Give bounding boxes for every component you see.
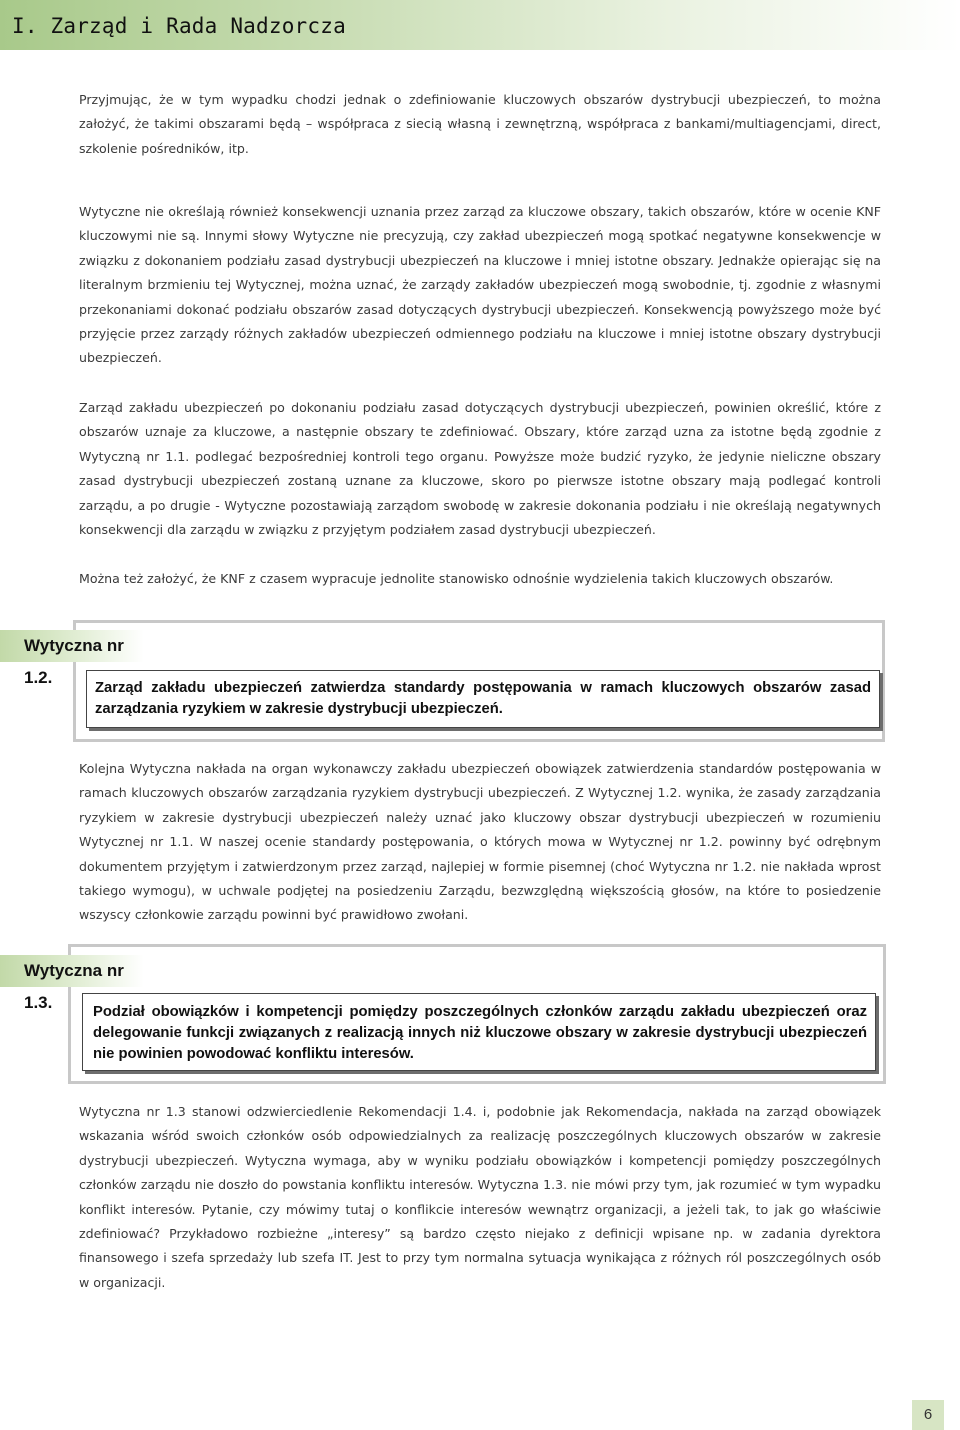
guideline-1-2-box	[86, 670, 880, 728]
chapter-header	[0, 0, 960, 50]
chapter-title: I. Zarząd i Rada Nadzorcza	[12, 14, 346, 38]
paragraph-consequences: Wytyczne nie określają również konsekwencji uznania przez zarząd za kluczowe obszary, takich obszarów, które w ocenie KNF kluczowymi nie są. Innymi słowy Wytyczne nie precyzują, czy zakład ubezpieczeń mogą spotkać negatywne konsekwencje w związku z dokonaniem podziału zasad dystrybucji ubezpieczeń na kluczowe i mniej istotne obszary. Jednakże opierając się na literalnym brzmieniu tej Wytycznej, można uznać, że zarządy zakładów ubezpieczeń mogą swobodnie, tj. zgodnie z własnymi przekonaniami dokonać podziału obszarów zasad dotyczących dystrybucji ubezpieczeń. Konsekwencją powyższego może być przyjęcie przez zarządy różnych zakładów ubezpieczeń odmiennego podziału na kluczowe i mniej istotne obszary dystrybucji ubezpieczeń.	[79, 204, 881, 366]
guideline-1-2-text: Zarząd zakładu ubezpieczeń zatwierdza standardy postępowania w ramach kluczowych obszarów zasad zarządzania ryzykiem w zakresie dystrybucji ubezpieczeń.	[95, 680, 871, 717]
paragraph-knf-position: Można też założyć, że KNF z czasem wypracuje jednolite stanowisko odnośnie wydzielenia takich kluczowych obszarów.	[79, 571, 834, 586]
guideline-1-2-heading: Wytyczna nr 1.2.	[0, 630, 144, 662]
paragraph-conflict-of-interest: Wytyczna nr 1.3 stanowi odzwierciedlenie Rekomendacji 1.4. i, podobnie jak Rekomendacja, nakłada na zarząd obowiązek wskazania wśród swoich członków osób odpowiedzialnych za realizację poszczególnych kluczowych obszarów w zakresie dystrybucji ubezpieczeń. Wytyczna wymaga, aby w wyniku podziału obowiązków i kompetencji pomiędzy poszczególnych członków zarządu nie doszło do powstania konfliktu interesów. Wytyczna 1.3. nie mówi przy tym, jak rozumieć w tym wypadku konflikt interesów. Pytanie, czy mówimy tutaj o konflikcie interesów wewnątrz organizacji, a jeżeli tak, to jak go właściwie zdefiniować? Przykładowo rozbieżne „interesy” są bardzo często niejako z definicji wpisane np. w zadania dyrektora finansowego i szefa sprzedaży lub szefa IT. Jest to przy tym normalna sytuacja wynikająca z różnych ról poszczególnych osób w organizacji.	[79, 1104, 881, 1290]
guideline-1-3-heading: Wytyczna nr 1.3.	[0, 955, 144, 987]
guideline-1-3-box	[82, 993, 876, 1071]
paragraph-board-division: Zarząd zakładu ubezpieczeń po dokonaniu podziału zasad dotyczących dystrybucji ubezpieczeń, powinien określić, które z obszarów uznaje za kluczowe, a następnie obszary te zdefiniować. Obszary, które zarząd uzna za istotne będą zgodnie z Wytyczną nr 1.1. podlegać bezpośredniej kontroli tego organu. Powyższe może budzić ryzyko, że jedynie nieliczne obszary zasad dystrybucji ubezpieczeń zostaną uznane za kluczowe, skoro po pierwsze istotne obszary mają podlegać kontroli zarządu, a po drugie - Wytyczne pozostawiają zarządom swobodę w zakresie dokonania podziału i nie określają negatywnych konsekwencji dla zarządu w związku z przyjętym podziałem zasad dystrybucji ubezpieczeń.	[79, 400, 881, 538]
page-number: 6	[912, 1400, 944, 1430]
paragraph-standards: Kolejna Wytyczna nakłada na organ wykonawczy zakładu ubezpieczeń obowiązek zatwierdzenia standardów postępowania w ramach kluczowych obszarów zarządzania ryzykiem dystrybucji ubezpieczeń. Z Wytycznej 1.2. wynika, że zasady zarządzania ryzykiem w zakresie dystrybucji ubezpieczeń należy uznać jako kluczowy obszar dystrybucji ubezpieczeń w rozumieniu Wytycznej nr 1.1. W naszej ocenie standardy postępowania, o których mowa w Wytycznej nr 1.2. powinny być odrębnym dokumentem przyjętym i zatwierdzonym przez zarząd, najlepiej w formie pisemnej (choć Wytyczna nr 1.2. nie nakłada wprost takiego wymogu), w uchwale podjętej na posiedzeniu Zarządu, bezwzględną większością głosów, na które to posiedzenie wszyscy członkowie zarządu powinni być prawidłowo zwołani.	[79, 761, 881, 923]
paragraph-key-areas: Przyjmując, że w tym wypadku chodzi jednak o zdefiniowanie kluczowych obszarów dystrybucji ubezpieczeń, to można założyć, że takimi obszarami będą – współpraca z siecią własną i zewnętrzną, współpraca z bankami/multiagencjami, direct, szkolenie pośredników, itp.	[79, 92, 881, 156]
guideline-1-3-text: Podział obowiązków i kompetencji pomiędzy poszczególnych członków zarządu zakładu ubezpieczeń oraz delegowanie funkcji związanych z realizacją innych niż kluczowe obszary w zakresie dystrybucji ubezpieczeń nie powinien powodować konfliktu interesów.	[93, 1004, 867, 1062]
